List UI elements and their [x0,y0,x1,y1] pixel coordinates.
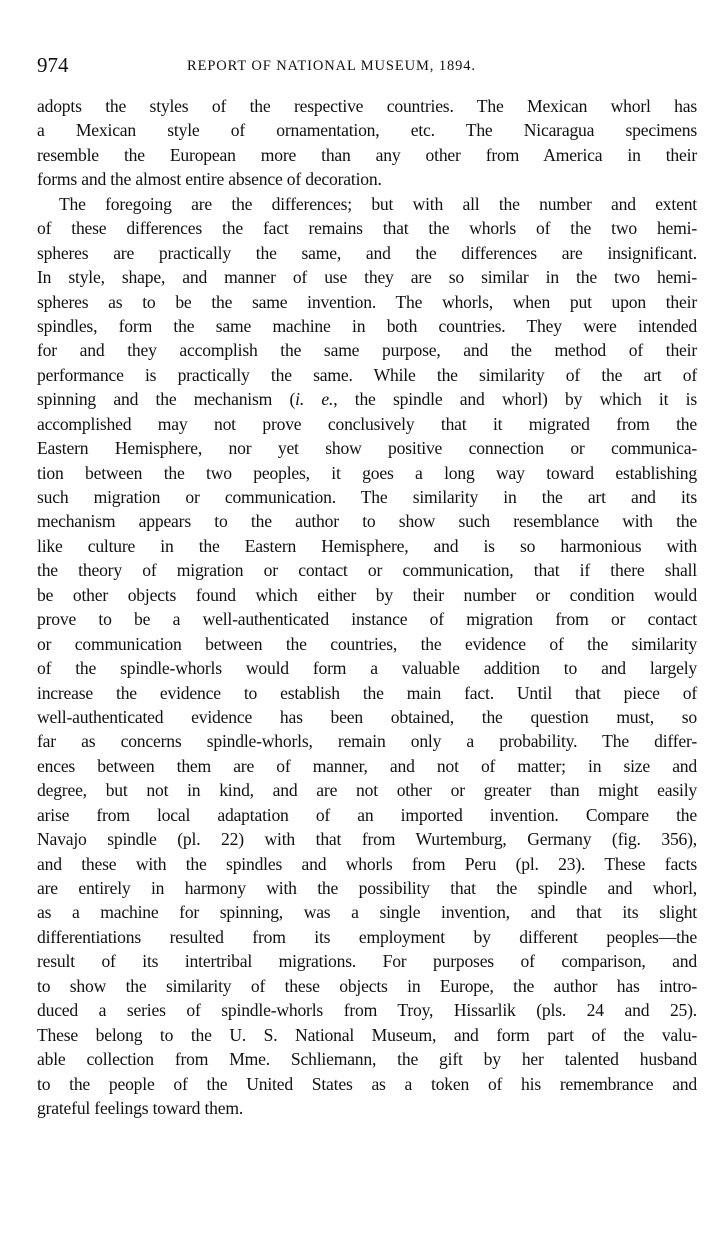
text-line: prove to be a well-authenticated instance of migration from or contact [37,609,697,630]
text-line: degree, but not in kind, and are not other or greater than might easily [37,780,697,801]
text-line: able collection from Mme. Schliemann, the gift by her talented husband [37,1049,697,1070]
text-line: performance is practically the same. While the similarity of the art of [37,364,697,385]
text-line: are entirely in harmony with the possibility that the spindle and whorl, [37,878,697,898]
text-line: mechanism appears to the author to show such resemblance with the [37,511,697,532]
text-line: to show the similarity of these objects in Europe, the author has intro- [37,975,697,996]
text-line: as a machine for spinning, was a single invention, and that its slight [37,902,697,923]
italic-abbreviation: i. e. [295,389,334,410]
text-line-with-italic [37,387,697,411]
text-line: for and they accomplish the same purpose, and the method of their [37,340,697,361]
text-line: the theory of migration or contact or communication, that if there shall [37,560,697,581]
text-line: resemble the European more than any other from America in their [37,144,697,165]
text-line: adopts the styles of the respective countries. The Mexican whorl has [37,96,697,116]
text-line: like culture in the Eastern Hemisphere, and is so harmonious with [37,535,697,556]
paragraph-first-line: The foregoing are the differences; but with all the number and extent [59,193,697,214]
body-text [37,94,697,1120]
text-line: These belong to the U. S. National Museum, and form part of the valu- [37,1024,697,1045]
text-line: result of its intertribal migrations. For purposes of comparison, and [37,951,697,972]
text-line: accomplished may not prove conclusively that it migrated from the [37,413,697,434]
text-line: of these differences the fact remains that the whorls of the two hemi- [37,218,697,239]
text-line: of the spindle-whorls would form a valuable addition to and largely [37,658,697,679]
text-line: In style, shape, and manner of use they are so similar in the two hemi- [37,267,697,288]
text-line: increase the evidence to establish the main fact. Until that piece of [37,682,697,703]
text-segment: spinning and the mechanism ( [37,389,296,410]
text-line: grateful feelings toward them. [37,1097,244,1118]
text-line: Eastern Hemisphere, nor yet show positive connection or communica- [37,438,697,459]
text-line: Navajo spindle (pl. 22) with that from Wurtemburg, Germany (fig. 356), [37,829,697,850]
text-line: arise from local adaptation of an imported invention. Compare the [37,804,697,825]
running-head: REPORT OF NATIONAL MUSEUM, 1894. [187,58,476,74]
text-line: tion between the two peoples, it goes a long way toward establishing [37,462,697,483]
text-line: duced a series of spindle-whorls from Troy, Hissarlik (pls. 24 and 25). [37,1000,697,1021]
text-line: spheres as to be the same invention. The whorls, when put upon their [37,291,697,312]
text-line: forms and the almost entire absence of decoration. [37,169,382,190]
page-header [37,53,697,77]
page-number: 974 [37,53,69,77]
text-line: be other objects found which either by their number or condition would [37,584,697,605]
text-line: ences between them are of manner, and not of matter; in size and [37,755,697,776]
text-line: well-authenticated evidence has been obtained, the question must, so [37,706,697,727]
text-line: and these with the spindles and whorls from Peru (pl. 23). These facts [37,853,697,874]
text-line: spheres are practically the same, and the differences are insignificant. [37,242,697,263]
text-line: differentiations resulted from its employment by different peoples—the [37,926,697,947]
text-line: to the people of the United States as a token of his remembrance and [37,1073,697,1094]
text-line: such migration or communication. The similarity in the art and its [37,487,697,507]
text-line: or communication between the countries, the evidence of the similarity [37,633,697,654]
text-line: a Mexican style of ornamentation, etc. The Nicaragua specimens [37,120,697,141]
text-segment: , the spindle and whorl) by which it is [333,389,698,410]
text-line: far as concerns spindle-whorls, remain only a probability. The differ- [37,731,697,752]
text-line: spindles, form the same machine in both countries. They were intended [37,315,697,336]
